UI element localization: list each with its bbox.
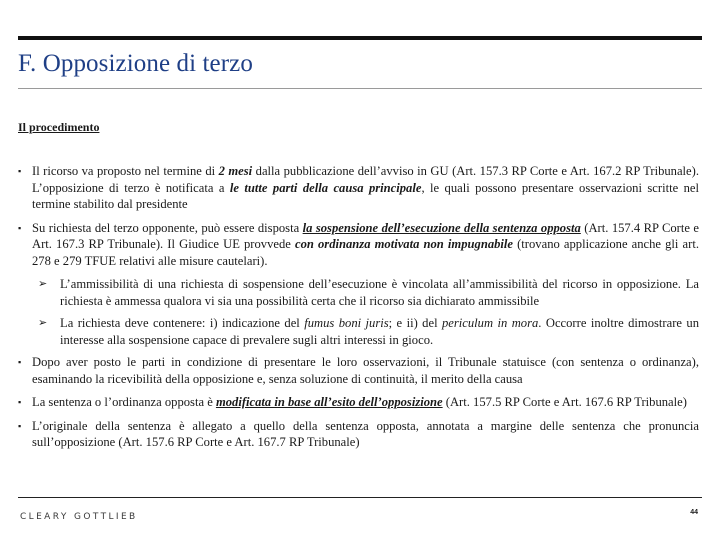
bullet-item	[18, 418, 699, 451]
square-bullet-icon: ▪	[18, 397, 22, 407]
text-segment: Dopo aver posto le parti in condizione di presentare le loro osservazioni, il Tribunale statuisce (con sentenza o ordinanza), esaminando la ricevibilità della opposizione e, senza soluzione di continuità, il merito della causa	[32, 355, 699, 386]
section-subtitle: Il procedimento	[18, 120, 100, 134]
footer-rule	[18, 497, 702, 498]
sub-bullet-item	[18, 276, 699, 309]
slide-title: F. Opposizione di terzo	[18, 50, 253, 77]
text-segment: L’ammissibilità di una richiesta di sospensione dell’esecuzione è vincolata all’ammissibilità del ricorso in opposizione. La richiesta è ammessa qualora vi sia una possibilità certa che il ricorso sia dichiarato ammissibile	[60, 277, 699, 308]
text-segment: ; e ii) del	[388, 316, 442, 330]
text-segment: (Art. 157.5 RP Corte e Art. 167.6 RP Tribunale)	[442, 395, 687, 409]
text-segment: la sospensione dell’esecuzione della sentenza opposta	[302, 220, 581, 235]
bullet-item	[18, 220, 699, 270]
bullet-item	[18, 354, 699, 387]
text-segment: L’originale della sentenza è allegato a quello della sentenza opposta, annotata a margine delle sentenza che pronuncia sull’opposizione (Art. 157.6 RP Corte e Art. 167.7 RP Tribunale)	[32, 418, 699, 449]
square-bullet-icon: ▪	[18, 357, 22, 367]
sub-bullet-item	[18, 315, 699, 348]
text-segment: 2 mesi	[218, 164, 253, 178]
square-bullet-icon: ▪	[18, 222, 22, 233]
arrow-bullet-icon: ➢	[38, 277, 48, 290]
text-segment: fumus boni juris	[304, 316, 389, 330]
text-segment: , le quali possono presentare osservazioni scritte nel termine stabilito dal presidente	[32, 180, 699, 211]
top-rule	[18, 36, 702, 40]
text-segment: periculum in mora	[442, 316, 539, 330]
bullet-list	[18, 163, 699, 458]
text-segment: La sentenza o l’ordinanza opposta è	[32, 395, 216, 409]
page-number: 44	[690, 509, 698, 516]
text-segment: modificata in base all’esito dell’opposizione	[215, 395, 443, 409]
text-segment: dalla pubblicazione dell’avviso in GU (Art. 157.3 RP Corte e Art. 167.2 RP Tribunale). L’opposizione di terzo è notificata a	[32, 164, 699, 195]
arrow-bullet-icon: ➢	[38, 316, 48, 329]
text-segment: con ordinanza motivata non impugnabile	[294, 237, 513, 251]
square-bullet-icon: ▪	[18, 420, 22, 431]
title-divider	[18, 88, 702, 89]
company-logo: CLEARY GOTTLIEB	[20, 512, 138, 522]
text-segment: La richiesta deve contenere: i) indicazione del	[60, 316, 305, 330]
bullet-item	[18, 163, 699, 213]
text-segment: Su richiesta del terzo opponente, può essere disposta	[32, 220, 303, 235]
text-segment: Il ricorso va proposto nel termine di	[32, 164, 219, 178]
bullet-item	[18, 394, 699, 411]
text-segment: le tutte parti della causa principale	[229, 180, 422, 195]
text-segment: (Art. 157.4 RP Corte e Art. 167.3 RP Tribunale). Il Giudice UE provvede	[32, 220, 700, 251]
square-bullet-icon: ▪	[18, 166, 22, 176]
text-segment: (trovano applicazione anche gli art. 278 e 279 TFUE relativi alle misure cautelari).	[32, 237, 699, 268]
text-segment: . Occorre inoltre dimostrare un interesse alla sospensione capace di prevalere sugli altri interessi in gioco.	[60, 316, 699, 347]
